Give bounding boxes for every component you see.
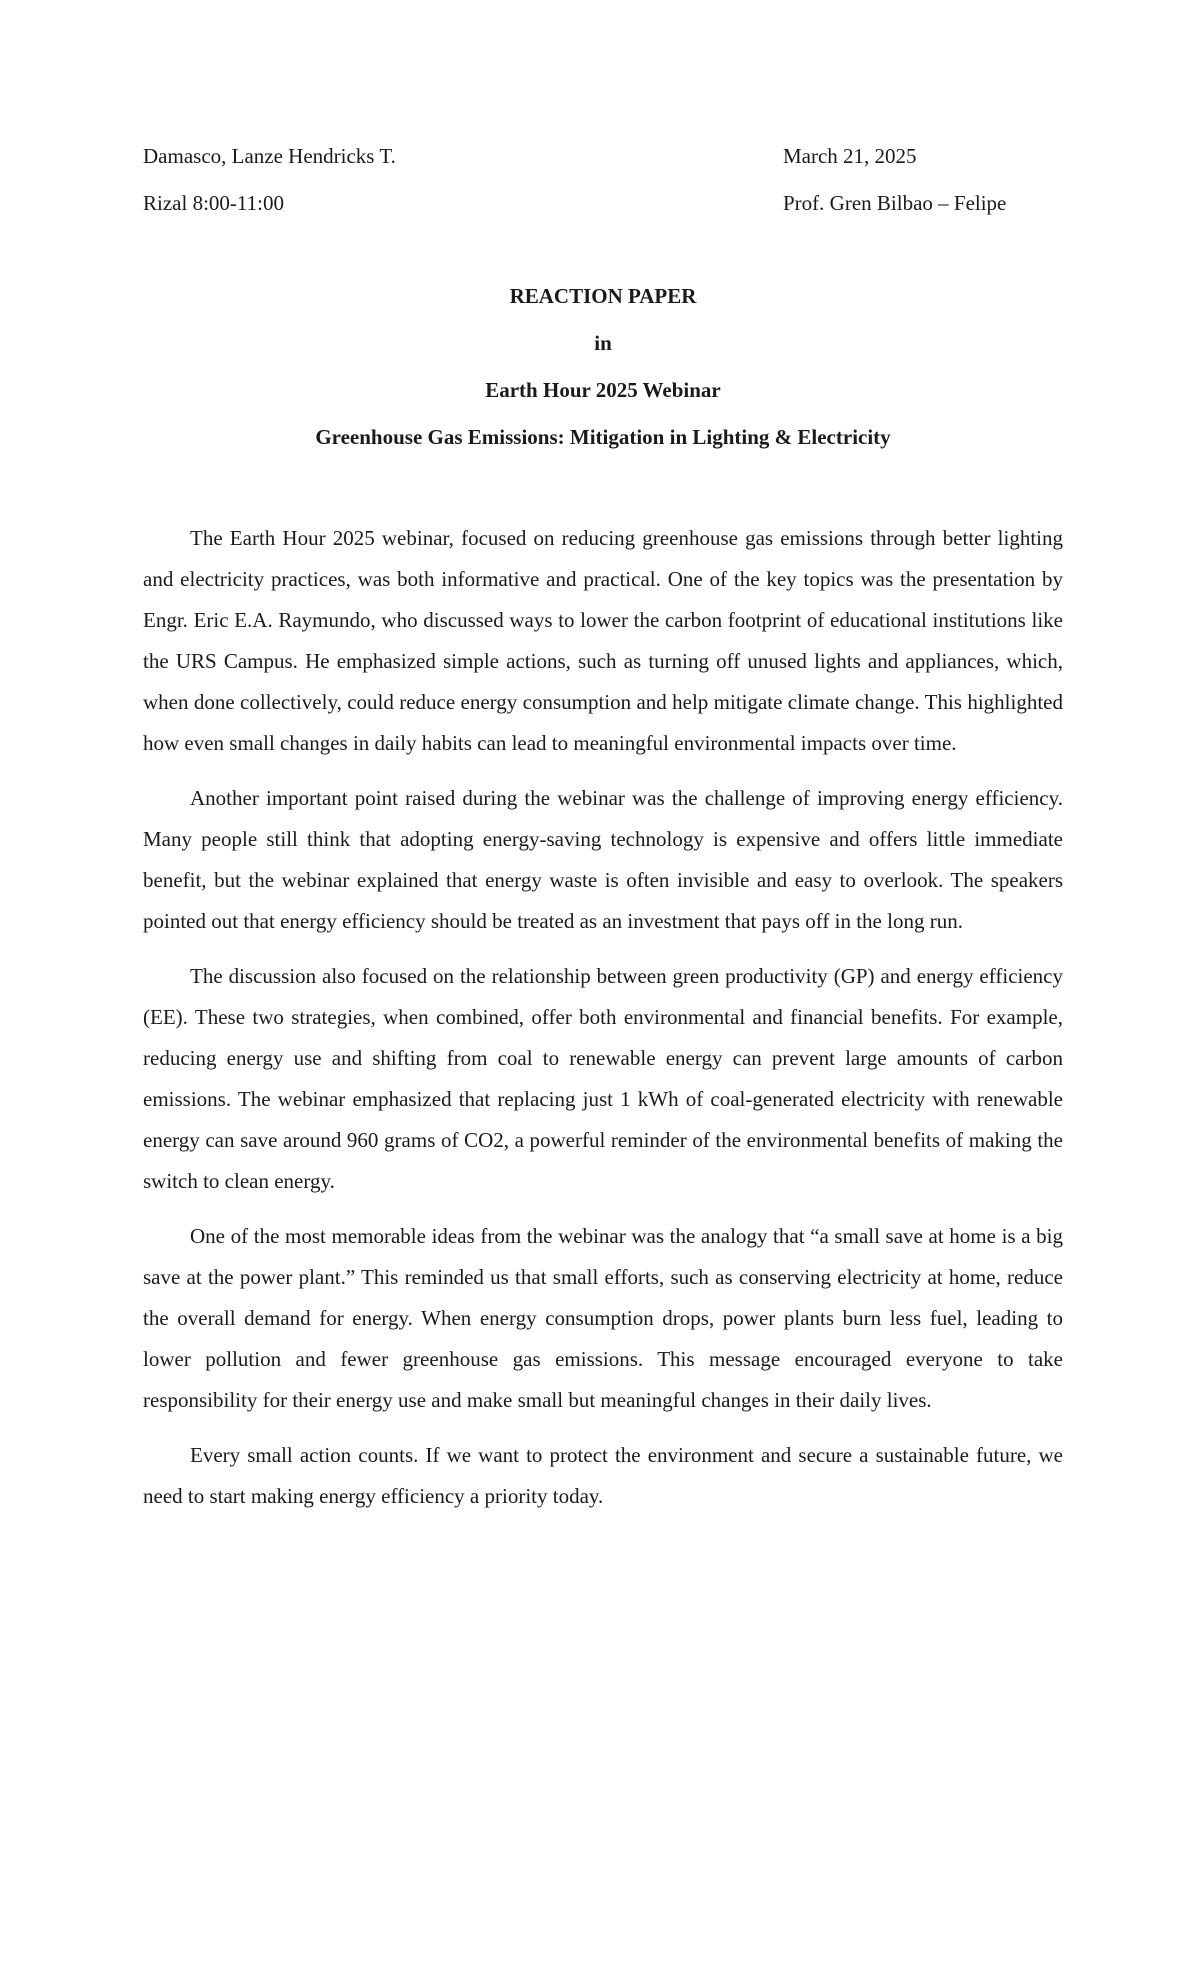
professor-name: Prof. Gren Bilbao – Felipe	[783, 191, 1007, 215]
paper-body	[143, 518, 1063, 1531]
paragraph-3: The discussion also focused on the relationship between green productivity (GP) and energy efficiency (EE). These two strategies, when combined, offer both environmental and financial benefits. For example, reducing energy use and shifting from coal to renewable energy can prevent large amounts of carbon emissions. The webinar emphasized that replacing just 1 kWh of coal-generated electricity with renewable energy can save around 960 grams of CO2, a powerful reminder of the environmental benefits of making the switch to clean energy.	[143, 964, 1063, 1193]
title-topic: Greenhouse Gas Emissions: Mitigation in Lighting & Electricity	[315, 425, 891, 449]
title-block	[143, 284, 1063, 472]
paper-date: March 21, 2025	[783, 144, 917, 168]
title-reaction-paper: REACTION PAPER	[509, 284, 697, 308]
paragraph-5: Every small action counts. If we want to protect the environment and secure a sustainable future, we need to start making energy efficiency a priority today.	[143, 1443, 1063, 1508]
title-event: Earth Hour 2025 Webinar	[485, 378, 721, 402]
class-section: Rizal 8:00-11:00	[143, 191, 284, 215]
title-in: in	[594, 331, 612, 355]
paragraph-2: Another important point raised during the webinar was the challenge of improving energy efficiency. Many people still think that adopting energy-saving technology is expensive and offers little immediate benefit, but the webinar explained that energy waste is often invisible and easy to overlook. The speakers pointed out that energy efficiency should be treated as an investment that pays off in the long run.	[143, 786, 1063, 933]
paragraph-1: The Earth Hour 2025 webinar, focused on reducing greenhouse gas emissions through better lighting and electricity practices, was both informative and practical. One of the key topics was the presentation by Engr. Eric E.A. Raymundo, who discussed ways to lower the carbon footprint of educational institutions like the URS Campus. He emphasized simple actions, such as turning off unused lights and appliances, which, when done collectively, could reduce energy consumption and help mitigate climate change. This highlighted how even small changes in daily habits can lead to meaningful environmental impacts over time.	[143, 526, 1063, 755]
paragraph-4: One of the most memorable ideas from the webinar was the analogy that “a small save at home is a big save at the power plant.” This reminded us that small efforts, such as conserving electricity at home, reduce the overall demand for energy. When energy consumption drops, power plants burn less fuel, leading to lower pollution and fewer greenhouse gas emissions. This message encouraged everyone to take responsibility for their energy use and make small but meaningful changes in their daily lives.	[143, 1224, 1063, 1412]
student-name: Damasco, Lanze Hendricks T.	[143, 144, 396, 168]
